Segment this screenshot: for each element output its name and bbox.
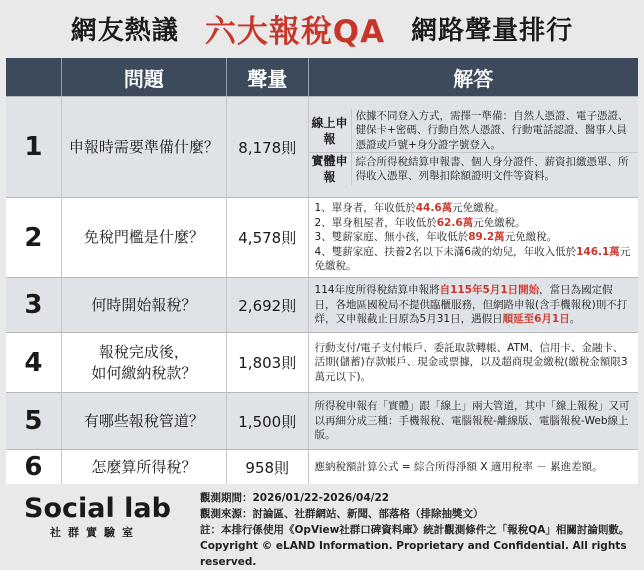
table-row	[6, 392, 638, 449]
page-title	[0, 6, 644, 50]
header-rank	[6, 58, 62, 96]
table-row	[6, 96, 638, 197]
brand-logo	[24, 493, 192, 553]
subrow-label: 線上申報	[311, 115, 348, 146]
row-question: 免稅門檻是什麼？	[62, 198, 227, 277]
row-question: 申報時需要準備什麼？	[62, 97, 227, 197]
row-answer: 114年度所得稅結算申報將自115年5月1日開始，當日為國定假日，各地區國稅局不提供臨櫃服務，但網路申報(含手機報稅)則不打烊，又申報截止日原為5月31日，遇假日順延至6月1日。	[314, 284, 628, 326]
row-answer	[309, 198, 638, 277]
table-row	[6, 277, 638, 332]
row-question: 有哪些報稅管道？	[62, 393, 227, 449]
table-row	[6, 197, 638, 277]
header-volume: 聲量	[227, 58, 309, 96]
footer	[0, 487, 644, 568]
row-answer: 行動支付/電子支付帳戶、委託取款轉帳、ATM、信用卡、金融卡、活期(儲蓄)存款帳戶、現金或票據，以及超商現金繳稅(繳稅金額限3萬元以下)。	[314, 341, 628, 383]
note-disclaimer: 註：本排行係使用《OpView社群口碑資料庫》統計觀測條件之「報稅QA」相關討論則數。	[200, 524, 630, 536]
row-answer	[309, 97, 638, 197]
table-header	[6, 58, 638, 96]
row-rank: 6	[6, 450, 62, 484]
row-rank: 3	[6, 278, 62, 332]
answer-line: 4、雙薪家庭、扶養2名以下未滿6歲的幼兒，年收入低於146.1萬元免繳稅。	[314, 245, 631, 273]
subrow-label: 實體申報	[311, 154, 348, 185]
answer-line: 3、雙薪家庭、無小孩，年收低於89.2萬元免繳稅。	[314, 231, 558, 244]
row-question: 何時開始報稅？	[62, 278, 227, 332]
ranking-table	[6, 58, 638, 484]
row-question: 報稅完成後， 如何繳納稅款？	[62, 333, 227, 392]
logo-subtitle: 社群實驗室	[50, 526, 140, 539]
title-highlight: 六大報稅QA	[204, 13, 386, 50]
row-answer: 應納稅額計算公式 = 綜合所得淨額 X 適用稅率 － 累進差額。	[314, 460, 603, 473]
answer-subrow-online	[309, 109, 638, 153]
note-sources: 觀測來源：討論區、社群網站、新聞、部落格（排除抽獎文）	[200, 508, 484, 520]
row-volume: 1,500則	[227, 393, 309, 449]
note-period: 觀測期間：2026/01/22-2026/04/22	[200, 492, 390, 504]
table-row	[6, 449, 638, 484]
subrow-text: 依據不同登入方式，需擇一準備：自然人憑證、電子憑證、健保卡+密碼、行動自然人憑證、行動電話認證、醫事人員憑證或戶號+身分證字號登入。	[351, 109, 638, 153]
row-volume: 958則	[227, 450, 309, 484]
subrow-text: 綜合所得稅結算申報書、個人身分證件、薪資扣繳憑單、所得收入憑單、列舉扣除額證明文件等資料。	[351, 153, 638, 185]
answer-subrow-paper	[309, 152, 638, 185]
row-rank: 1	[6, 97, 62, 197]
logo-wordmark: Social lab	[24, 493, 171, 524]
row-volume: 4,578則	[227, 198, 309, 277]
row-volume: 8,178則	[227, 97, 309, 197]
row-answer: 所得稅申報有「實體」跟「線上」兩大管道，其中「線上報稅」又可以再細分成三種：手機報稅、電腦報稅-離線版、電腦報稅-Web線上版。	[314, 400, 630, 442]
row-question: 怎麼算所得稅？	[62, 450, 227, 484]
footer-notes	[200, 490, 644, 570]
title-part-3: 網路聲量排行	[411, 15, 574, 46]
header-question: 問題	[62, 58, 227, 96]
answer-line: 1、單身者，年收低於44.6萬元免繳稅。	[314, 202, 505, 215]
table-row	[6, 332, 638, 392]
row-rank: 4	[6, 333, 62, 392]
row-volume: 1,803則	[227, 333, 309, 392]
row-rank: 5	[6, 393, 62, 449]
title-part-1: 網友熱議	[70, 15, 179, 46]
answer-line: 2、單身租屋者，年收低於62.6萬元免繳稅。	[314, 216, 526, 229]
note-copyright: Copyright © eLAND Information. Proprietary and Confidential. All rights reserved.	[200, 540, 627, 568]
row-volume: 2,692則	[227, 278, 309, 332]
row-rank: 2	[6, 198, 62, 277]
header-answer: 解答	[453, 66, 494, 91]
